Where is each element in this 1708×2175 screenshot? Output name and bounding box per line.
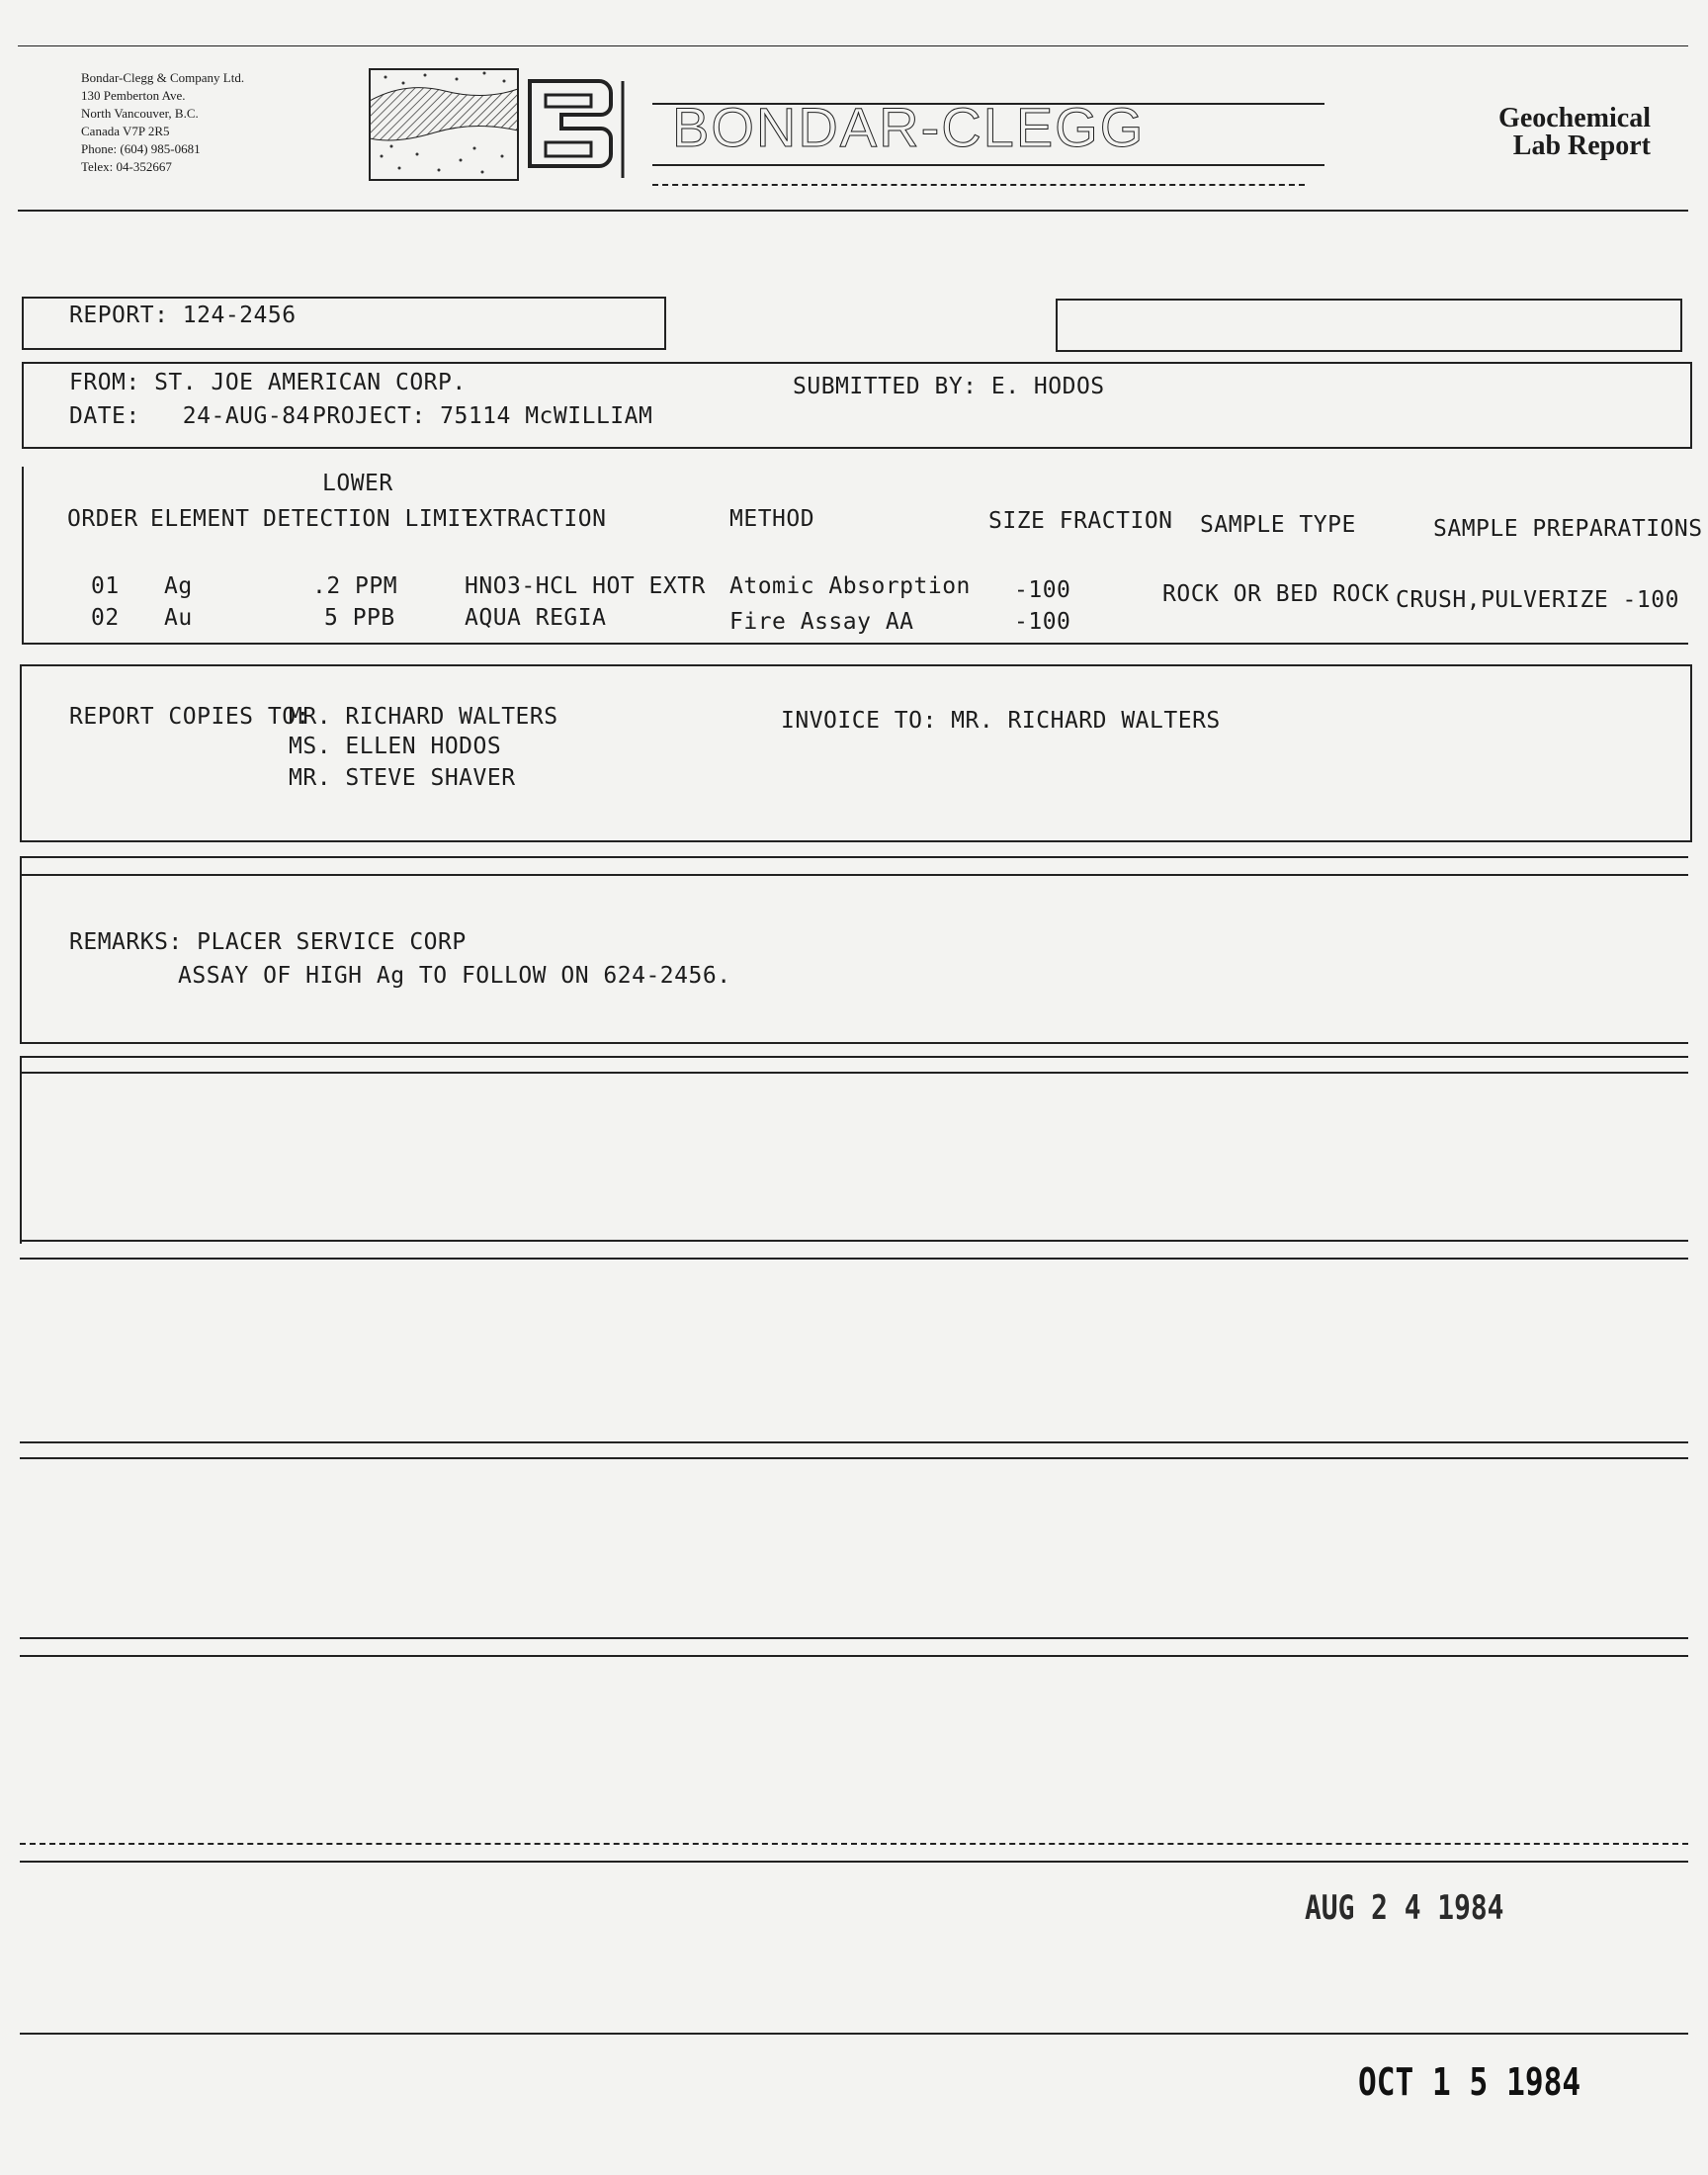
- logo-underline: [652, 103, 1324, 105]
- address-line: Phone: (604) 985-0681: [81, 141, 201, 156]
- invoice-to: INVOICE TO: MR. RICHARD WALTERS: [781, 708, 1221, 734]
- row-size: -100: [1014, 609, 1071, 635]
- header-size-fraction: SIZE FRACTION: [988, 508, 1173, 534]
- row-element: Ag: [164, 573, 193, 599]
- header-method: METHOD: [729, 506, 815, 532]
- copies-recipient: MR. STEVE SHAVER: [289, 765, 516, 791]
- section-rule: [20, 1072, 1688, 1074]
- section-rule: [20, 1258, 1688, 1260]
- copies-box: [20, 664, 1692, 842]
- remarks-line1: REMARKS: PLACER SERVICE CORP: [69, 929, 467, 955]
- sample-prep-value: CRUSH,PULVERIZE -100: [1396, 587, 1679, 613]
- header-element: ELEMENT: [150, 506, 250, 532]
- header-lower: LOWER: [322, 471, 393, 496]
- blank-report-box: [1056, 299, 1682, 352]
- section-left-border: [20, 1056, 22, 1244]
- document-title-line: Lab Report: [1512, 130, 1651, 161]
- row-order: 01: [91, 573, 120, 599]
- section-rule: [20, 1457, 1688, 1459]
- address-line: North Vancouver, B.C.: [81, 106, 199, 121]
- document-title-line: Geochemical: [1498, 103, 1651, 133]
- remarks-bottom-rule: [20, 1042, 1688, 1044]
- section-rule: [20, 1240, 1688, 1242]
- date-line: DATE: 24-AUG-84: [69, 403, 310, 429]
- report-number: REPORT: 124-2456: [69, 303, 297, 328]
- table-bottom-rule: [22, 643, 1688, 645]
- address-line: 130 Pemberton Ave.: [81, 88, 186, 103]
- top-border-line: [18, 45, 1688, 46]
- submitted-by: SUBMITTED BY: E. HODOS: [793, 374, 1105, 399]
- sample-type-value: ROCK OR BED ROCK: [1162, 581, 1390, 607]
- header-extraction: EXTRACTION: [465, 506, 607, 532]
- row-extraction: AQUA REGIA: [465, 605, 607, 631]
- letterhead-rule: [18, 210, 1688, 212]
- section-rule: [20, 1655, 1688, 1657]
- address-line: Telex: 04-352667: [81, 159, 172, 174]
- section-rule: [20, 1861, 1688, 1863]
- row-limit: 5 PPB: [324, 605, 395, 631]
- copies-recipient: MS. ELLEN HODOS: [289, 734, 502, 759]
- section-rule: [20, 1637, 1688, 1639]
- document-title: [1453, 105, 1651, 160]
- logo-wordmark: BONDAR-CLEGG: [672, 96, 1146, 158]
- remarks-line2: ASSAY OF HIGH Ag TO FOLLOW ON 624-2456.: [178, 963, 731, 989]
- section-rule: [20, 1843, 1688, 1845]
- header-order: ORDER: [67, 506, 138, 532]
- row-method: Atomic Absorption: [729, 573, 971, 599]
- row-extraction: HNO3-HCL HOT EXTR: [465, 573, 706, 599]
- company-address-block: [81, 69, 244, 176]
- company-logo: [366, 61, 682, 188]
- logo-underline: [652, 164, 1324, 166]
- copies-recipient: MR. RICHARD WALTERS: [289, 704, 558, 730]
- header-detection-limit: DETECTION LIMIT: [263, 506, 476, 532]
- section-rule: [20, 1056, 1688, 1058]
- section-rule: [20, 2033, 1688, 2035]
- header-sample-type: SAMPLE TYPE: [1200, 512, 1356, 538]
- logo-underline-dashed: [652, 184, 1305, 186]
- remarks-rule: [20, 856, 1688, 858]
- received-date-stamp: AUG 2 4 1984: [1305, 1888, 1504, 1928]
- row-size: -100: [1014, 577, 1071, 603]
- row-element: Au: [164, 605, 193, 631]
- copies-label: REPORT COPIES TO:: [69, 704, 310, 730]
- table-left-border: [22, 467, 24, 645]
- remarks-left-border: [20, 856, 22, 1044]
- project-line: PROJECT: 75114 McWILLIAM: [312, 403, 653, 429]
- row-limit: .2 PPM: [312, 573, 398, 599]
- second-date-stamp: OCT 1 5 1984: [1358, 2060, 1581, 2104]
- from-line: FROM: ST. JOE AMERICAN CORP.: [69, 370, 467, 395]
- row-method: Fire Assay AA: [729, 609, 914, 635]
- remarks-rule: [20, 874, 1688, 876]
- row-order: 02: [91, 605, 120, 631]
- section-rule: [20, 1441, 1688, 1443]
- company-name: Bondar-Clegg & Company Ltd.: [81, 70, 245, 85]
- header-sample-prep: SAMPLE PREPARATIONS: [1433, 516, 1703, 542]
- address-line: Canada V7P 2R5: [81, 124, 170, 138]
